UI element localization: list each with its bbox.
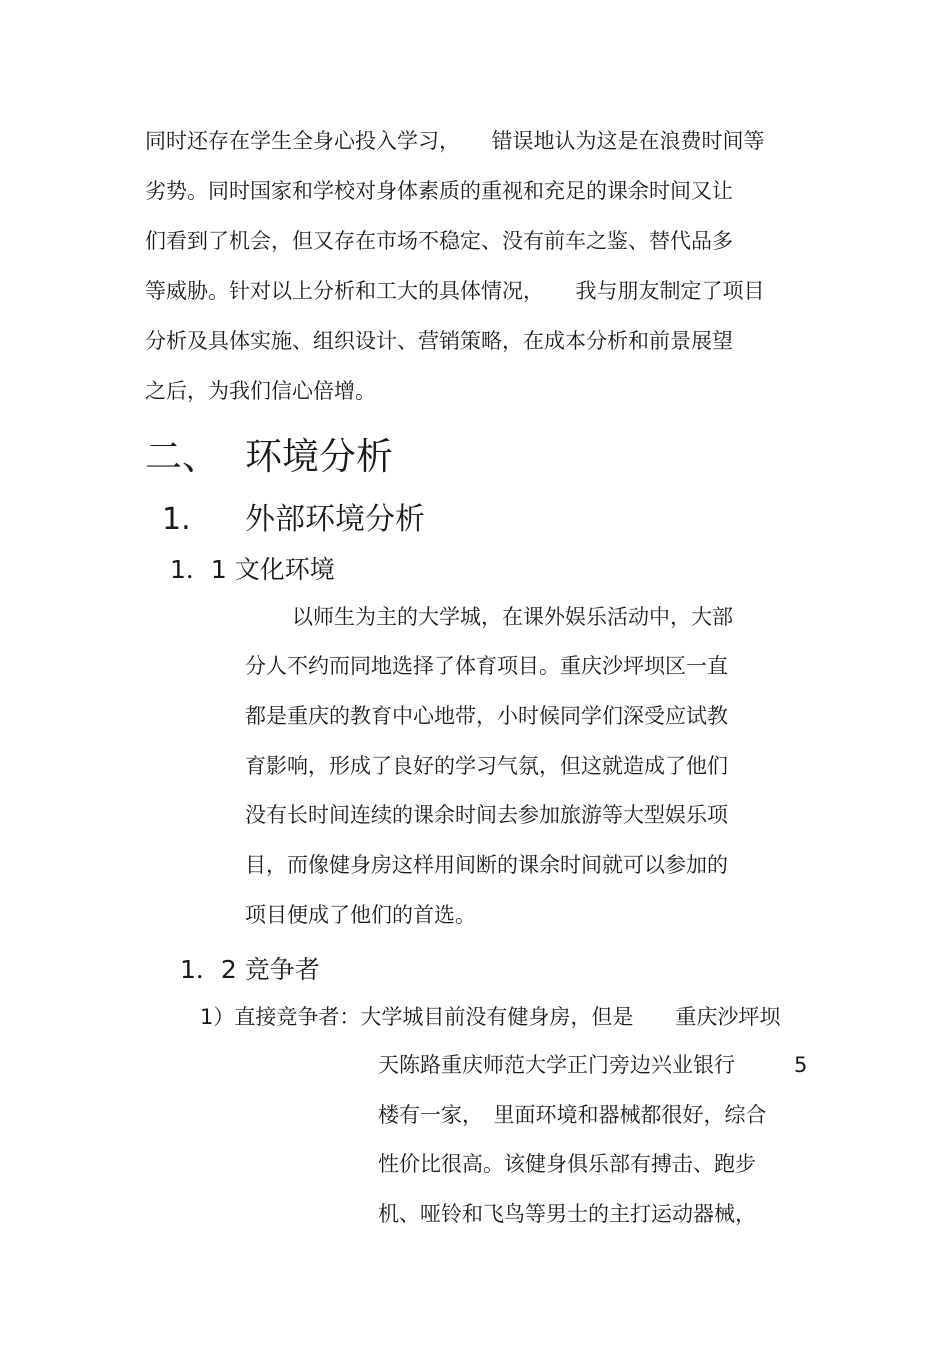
- intro-line-4: 等威胁。针对以上分析和工大的具体情况， 我与朋友制定了项目: [145, 279, 765, 303]
- intro-line-2: 劣势。同时国家和学校对身体素质的重视和充足的课余时间又让: [145, 179, 733, 203]
- culture-line-5: 没有长时间连续的课余时间去参加旅游等大型娱乐项: [245, 803, 728, 827]
- culture-line-6: 目，而像健身房这样用间断的课余时间就可以参加的: [245, 853, 728, 877]
- section-number: 二、: [145, 435, 219, 478]
- heading-culture-environment: 1．1 文化环境: [170, 555, 335, 584]
- culture-line-1: 以师生为主的大学城，在课外娱乐活动中，大部: [292, 605, 733, 629]
- culture-line-7: 项目便成了他们的首选。: [245, 903, 476, 927]
- intro-line-3: 们看到了机会，但又存在市场不稳定、没有前车之鉴、替代品多: [145, 229, 733, 253]
- culture-line-4: 育影响，形成了良好的学习气氛，但这就造成了他们: [245, 754, 728, 778]
- competitor-line-2: 楼有一家， 里面环境和器械都很好，综合: [378, 1103, 767, 1127]
- culture-line-2: 分人不约而同地选择了体育项目。重庆沙坪坝区一直: [245, 654, 728, 678]
- subsection-title: 外部环境分析: [245, 502, 425, 537]
- competitor-line-1: 天陈路重庆师范大学正门旁边兴业银行: [378, 1053, 735, 1077]
- competitor-item-1: 1）直接竞争者：大学城目前没有健身房，但是 重庆沙坪坝: [200, 1005, 781, 1029]
- floor-number: 5: [794, 1053, 808, 1077]
- intro-line-1: 同时还存在学生全身心投入学习， 错误地认为这是在浪费时间等: [145, 129, 765, 153]
- culture-line-3: 都是重庆的教育中心地带，小时候同学们深受应试教: [245, 704, 728, 728]
- intro-line-6: 之后，为我们信心倍增。: [145, 379, 376, 403]
- heading-competitors: 1．2 竞争者: [180, 955, 320, 984]
- competitor-line-4: 机、哑铃和飞鸟等男士的主打运动器械，: [378, 1202, 756, 1226]
- section-title: 环境分析: [245, 435, 393, 478]
- competitor-line-3: 性价比很高。该健身俱乐部有搏击、跑步: [378, 1152, 756, 1176]
- subsection-number: 1.: [162, 502, 191, 537]
- intro-line-5: 分析及具体实施、组织设计、营销策略，在成本分析和前景展望: [145, 329, 733, 353]
